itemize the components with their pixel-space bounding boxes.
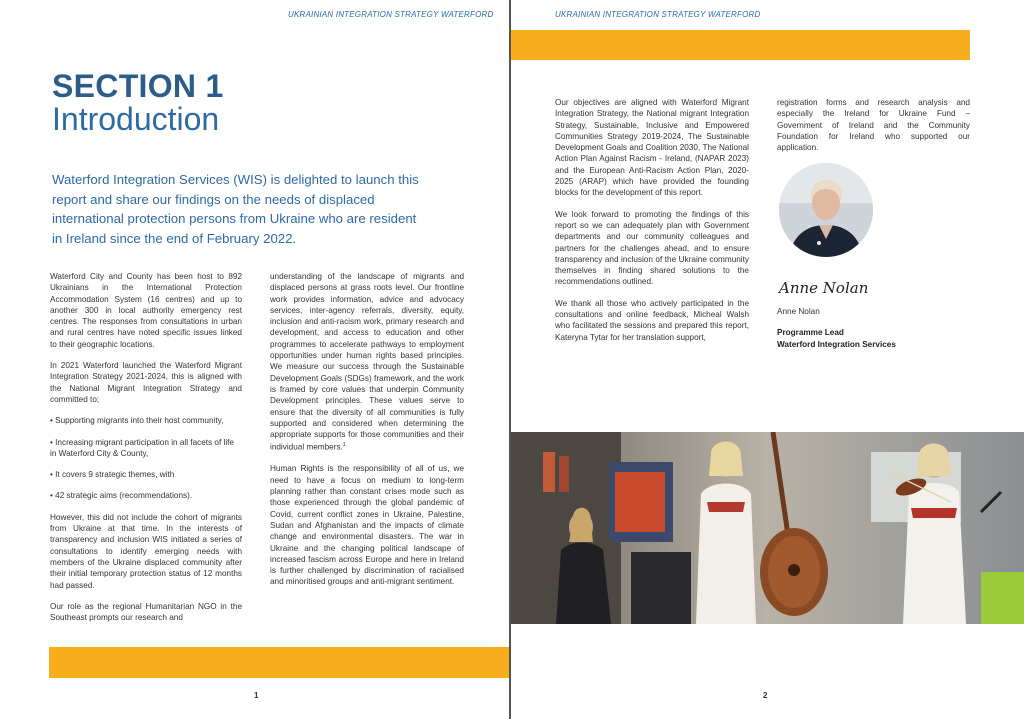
- section-label: SECTION 1: [52, 68, 224, 104]
- page-number: 2: [763, 691, 768, 700]
- portrait-illustration: [779, 163, 873, 257]
- paragraph: Waterford City and County has been host to 892 Ukrainians in the International Protection Accommodation System (16 centres) and up to another 300 in local authority emergency rest centres. The responses from consultations in urban and rural centres have noted specific issues linked to their geographic locations.: [50, 272, 242, 349]
- signer-organisation: Waterford Integration Services: [777, 340, 896, 349]
- bullet-item: • 42 strategic aims (recommendations).: [50, 491, 193, 501]
- footnote-ref[interactable]: 1: [342, 442, 346, 449]
- paragraph: Our objectives are aligned with Waterford Migrant Integration Strategy, the National migrant Integration Strategy, Sustainable, Inclusive and Empowered Communities Strategy 2019-2024, The Sustainable Development Goals and Coalition 2030, The National Action Plan Against Racism - Ireland, (NAPAR 2023) and the European Anti-Racism Action Plan, 2020-2025 (ARAP) which have provided the founding blocks for the development of this report.: [555, 98, 749, 198]
- right-column-2: [777, 97, 970, 163]
- right-column-1: [555, 97, 749, 353]
- paragraph: We look forward to promoting the findings of this report so we can adequately plan with Government departments and our community colleagues and partners for the challenges ahead, and to ensure transparency and inclusion of the Ukraine community themselves in finding shared solutions to the recommendations outlined.: [555, 209, 749, 287]
- lead-paragraph: Waterford Integration Services (WIS) is delighted to launch this report and share our findings on the needs of displaced international protection persons from Ukraine who are resident in Ireland since the end of February 2022.: [52, 172, 419, 246]
- right-page: [511, 0, 1024, 719]
- bullet-item: • Supporting migrants into their host community,: [50, 416, 224, 426]
- signer-name: Anne Nolan: [777, 307, 820, 316]
- paragraph: We thank all those who actively participated in the consultations and online feedback, Micheal Walsh who facilitated the sessions and prepared this report, Kateryna Tytar for her translation support,: [555, 298, 749, 342]
- paragraph: Human Rights is the responsibility of all of us, we need to have a focus on medium to long-term planning rather than constant crises mode such as those experienced through the global pandemic of Covid, current conflict zones in Ukraine, Palestine, Sudan and Afghanistan and the impacts of climate change and environmental disasters. The war in Ukraine and the changing political landscape of increased fascism across Europe and here in Ireland is further challenged by discrimination of racialised and minoritised groups and anti-migrant sentiment.: [270, 464, 464, 587]
- header-accent-bar: [511, 30, 970, 60]
- signature: Anne Nolan: [779, 279, 869, 297]
- page-number: 1: [254, 691, 259, 700]
- event-photo: [511, 432, 1024, 624]
- signer-title: Programme Lead: [777, 328, 844, 337]
- running-header: UKRAINIAN INTEGRATION STRATEGY WATERFORD: [288, 10, 494, 19]
- paragraph: Our role as the regional Humanitarian NGO in the Southeast prompts our research and: [50, 601, 242, 623]
- paragraph: In 2021 Waterford launched the Waterford Migrant Integration Strategy 2021-2024, this is aligned with the National Migrant Integration Strategy and committed to;: [50, 361, 242, 404]
- bullet-item: • It covers 9 strategic themes, with: [50, 470, 175, 480]
- paragraph: However, this did not include the cohort of migrants from Ukraine at that time. In the interests of transparency and inclusion WIS initiated a series of consultations to identify emerging needs with members of the Ukraine displaced community after their initial temporary protection status of 12 months had passed.: [50, 512, 242, 590]
- signer-role: [777, 327, 896, 351]
- paragraph: registration forms and research analysis and especially the Ireland for Ukraine Fund – Government of Ireland and the Community Foundation for Ireland who supported our application.: [777, 98, 970, 153]
- left-page: [0, 0, 509, 719]
- section-title: Introduction: [52, 101, 220, 137]
- footer-accent-bar: [49, 647, 509, 678]
- signer-portrait: [779, 163, 873, 257]
- paragraph-text: understanding of the landscape of migrants and displaced persons at grass roots level. Our frontline work provides information, advice and advocacy services, inter-agency referrals, diversity, equity, inclusion and anti-racism work, primary research and development, and access to education and other programmes to accelerate pathways to employment opportunities under human rights based principles. We measure our success through the Sustainable Development Goals (SDGs) framework, and the work is framed by core values that underpin Community Development principles. These values serve to ensure that the diversity of all communities is fully supported and considered when determining the appropriate supports for those communities and their individual members.: [270, 272, 464, 453]
- musicians-photo-illustration: [511, 432, 1024, 624]
- bullet-item: • Increasing migrant participation in all facets of life in Waterford City & County,: [50, 437, 234, 458]
- paragraph: [270, 271, 464, 453]
- running-header: UKRAINIAN INTEGRATION STRATEGY WATERFORD: [555, 10, 761, 19]
- left-column-2: [270, 271, 464, 598]
- left-column-1: [50, 271, 242, 633]
